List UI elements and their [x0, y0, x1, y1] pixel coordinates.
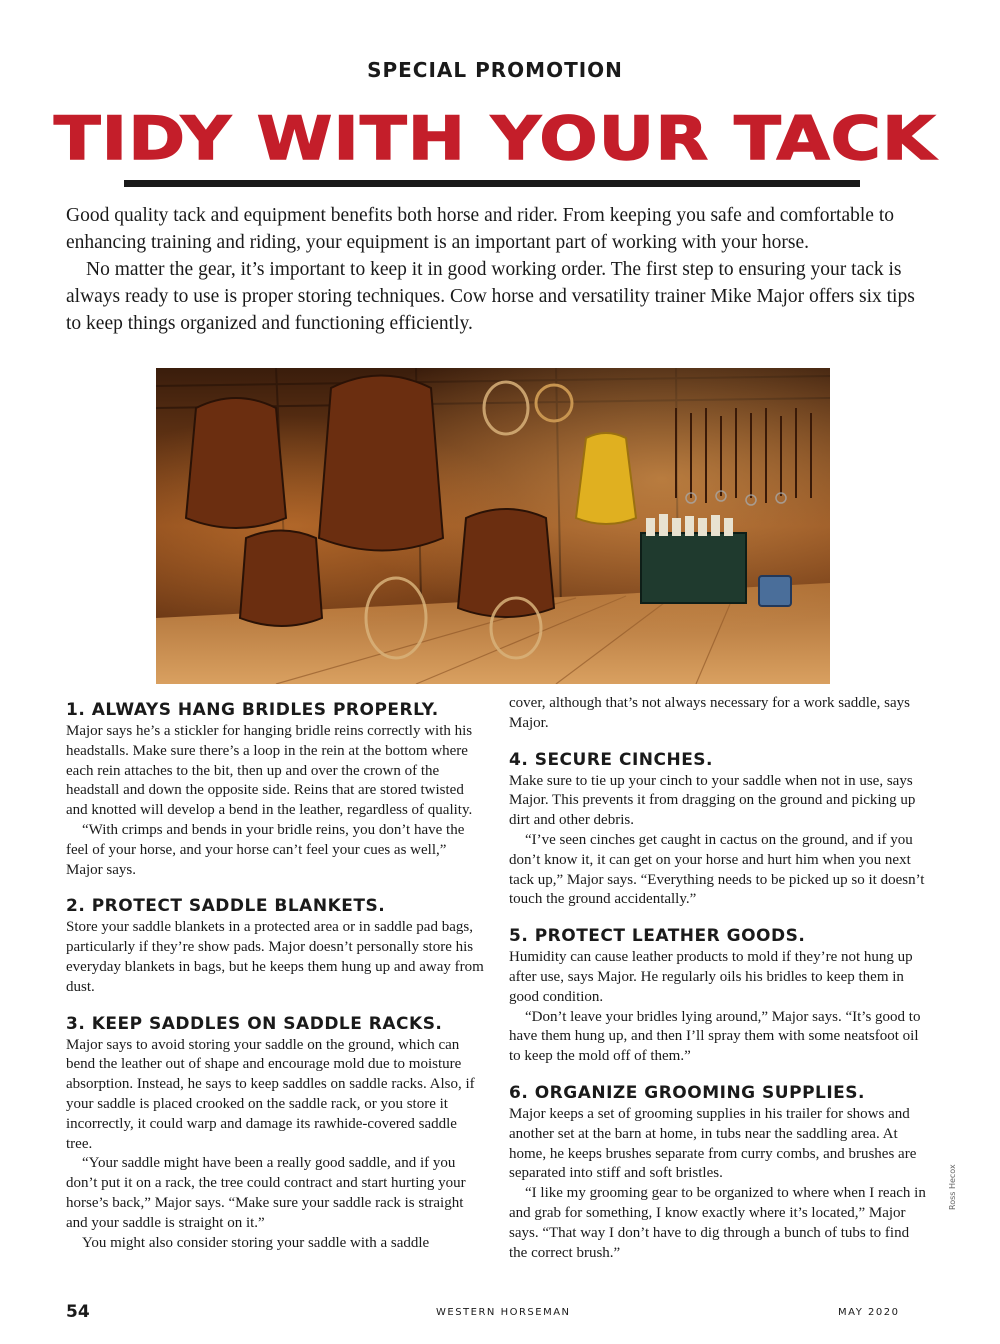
tip-heading: 2. PROTECT SADDLE BLANKETS. [66, 896, 386, 917]
intro-paragraph: Good quality tack and equipment benefits both horse and rider. From keeping you safe and comfortable to enhancing training and riding, your equipment is an important part of working with your horse. [66, 205, 894, 253]
tip-paragraph: “Your saddle might have been a really good saddle, and if you don’t put it on a rack, the tree could contract and start hurting your horse’s back,” Major says. “Make sure your saddle rack is straight and your saddle is straight on it.” [66, 1155, 466, 1231]
tip-paragraph: Major says he’s a stickler for hanging bridle reins correctly with his headstalls. Make sure there’s a loop in the rein at the bottom where each rein attaches to the bit, then up and over the crown of the headstall and down the opposite side. Reins that are stored twisted and knotted will develop a bend in the leather, regardless of quality. [66, 723, 473, 819]
article-title: TIDY WITH YOUR TACK [53, 104, 937, 174]
tip-paragraph: “I’ve seen cinches get caught in cactus on the ground, and if you don’t know it, it can get on your horse and hurt him when you next tack up,” Major says. “Everything needs to be picked up so it doesn’t touch the ground accidentally.” [509, 831, 925, 908]
tip-paragraph: Major keeps a set of grooming supplies in his trailer for shows and another set at the barn at home, in tubs near the saddling area. At home, he keeps brushes separate from curry combs, and brushes are separated into stiff and soft bristles. [509, 1105, 917, 1182]
section-kicker: SPECIAL PROMOTION [367, 58, 623, 82]
intro-paragraph: No matter the gear, it’s important to keep it in good working order. The first step to ensuring your tack is always ready to use is proper storing techniques. Cow horse and versatility trainer Mike Major offers six tips to keep things organized and functioning efficiently. [66, 259, 915, 334]
article-column-right [509, 694, 929, 1263]
tip-paragraph: “With crimps and bends in your bridle reins, you don’t have the feel of your horse, and your horse can’t feel your cues as well,” Major says. [66, 821, 465, 878]
tack-room-illustration [156, 368, 830, 684]
tip-paragraph: Humidity can cause leather products to mold if they’re not hung up after use, says Major. He regularly oils his bridles to keep them in good condition. [509, 949, 913, 1005]
magazine-name: WESTERN HORSEMAN [436, 1307, 571, 1318]
tip-paragraph: Store your saddle blankets in a protected area or in saddle pad bags, particularly if they’re show pads. Major doesn’t personally store his everyday blankets in bags, but he keeps them hung up and away from dust. [66, 919, 484, 995]
article-intro [66, 202, 922, 337]
tip-heading: 6. ORGANIZE GROOMING SUPPLIES. [509, 1082, 865, 1103]
tip-paragraph: You might also consider storing your saddle with a saddle [82, 1234, 430, 1251]
tip-paragraph: “Don’t leave your bridles lying around,” Major says. “It’s good to have them hung up, and then I’ll spray them with some neatsfoot oil to keep the mold off of them.” [509, 1008, 921, 1065]
tip-paragraph: “I like my grooming gear to be organized to where when I reach in and grab for something, I know exactly where it’s located,” Major says. “That way I don’t have to dig through a bunch of tubs to find the correct brush.” [509, 1185, 926, 1261]
tip-paragraph-continued: cover, although that’s not always necessary for a work saddle, says Major. [509, 695, 910, 731]
title-rule [124, 180, 860, 187]
tip-heading: 4. SECURE CINCHES. [509, 749, 714, 770]
page-number: 54 [66, 1302, 90, 1322]
issue-date: MAY 2020 [838, 1307, 900, 1318]
photo-credit: Ross Hecox [948, 1164, 957, 1210]
tip-heading: 3. KEEP SADDLES ON SADDLE RACKS. [66, 1013, 443, 1034]
article-column-left [66, 698, 486, 1253]
tip-paragraph: Make sure to tie up your cinch to your saddle when not in use, says Major. This prevents it from dragging on the ground and picking up dirt and other debris. [509, 772, 916, 829]
tip-heading: 1. ALWAYS HANG BRIDLES PROPERLY. [66, 700, 439, 720]
tack-room-photo [156, 368, 830, 684]
tip-paragraph: Major says to avoid storing your saddle on the ground, which can bend the leather out of shape and encourage mold due to moisture absorption. Instead, he says to keep saddles on saddle racks. Also, if your saddle is placed crooked on the saddle rack, or you store it incorrectly, it could warp and damage its rawhide-covered saddle tree. [66, 1036, 475, 1152]
tip-heading: 5. PROTECT LEATHER GOODS. [509, 926, 806, 947]
